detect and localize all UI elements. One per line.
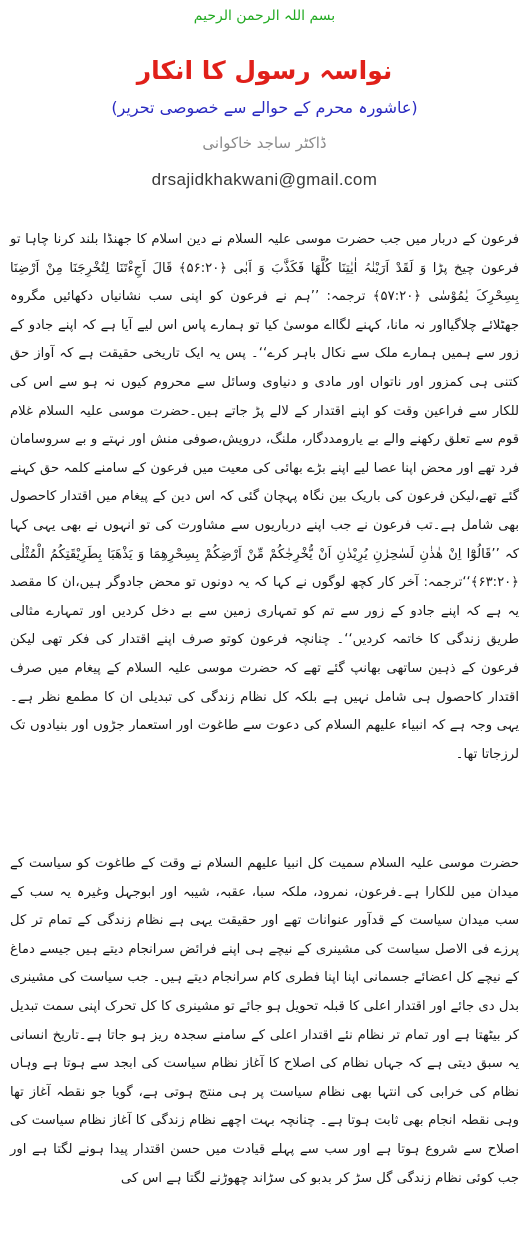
article-paragraph-1: فرعون کے دربار میں جب حضرت موسی علیہ السلام نے دین اسلام کا جھنڈا بلند کرنا چاہا تو فرعون چیخ پڑا وَ لَقَدْ اَرَیْنٰہُ اٰیٰتِنَا کُلَّھَا فَکَذَّبَ وَ اَبٰی ﴿۵۶:۲۰﴾ قَالَ اَجِءْتَنَا لِتُخْرِجَنَا مِنْ اَرْضِنَا بِسِحْرِکَ یٰمُوْسٰی ﴿۵۷:۲۰﴾ ترجمہ: ’’ہم نے فرعون کو اپنی سب نشانیاں دکھائیں مگروہ جھٹلائے چلاگیااور نہ مانا، کہنے لگااے موسیٰ کیا تو ہمارے پاس اس لیے آیا ہے کہ اپنے جادو کے زور سے ہمیں ہمارے ملک سے نکال باہر کرے‘‘۔ پس یہ ایک تاریخی حقیقت ہے کہ آواز حق کتنی ہی کمزور اور ناتواں اور مادی و دنیاوی وسائل سے محروم کیوں نہ ہو سے اس کی للکار سے فراعین وقت کو اپنے اقتدار کے لالے پڑ جاتے ہیں۔حضرت موسی علیہ السلام غلام قوم سے تعلق رکھنے والے بے یارومددگار، ملنگ، درویش،صوفی منش اور نہتے و بے سروسامان فرد تھے اور محض اپنا عصا لیے اپنے بڑے بھائی کی معیت میں فرعون کے سامنے کلمہ حق کہنے گئے تھے،لیکن فرعون کی باریک بین نگاہ پہچان گئی کہ اس دین کے پیغام میں اقتدار کاحصول بھی شامل ہے۔تب فرعون نے جب اپنے درباریوں سے مشاورت کی تو انہوں نے بھی یہی کہا کہ ’’قَالُوْٓا اِنْ ھٰذٰنِ لَسٰحِرٰنِ یُرِیْدٰنِ اَنْ یُّخْرِجٰکُمْ مِّنْ اَرْضِکُمْ بِسِحْرِھِمَا وَ یَذْھَبَا بِطَرِیْقَتِکُمُ الْمُثْلٰی ﴿۶۳:۲۰﴾‘‘ترجمہ: آخر کار کچھ لوگوں نے کہا کہ یہ دونوں تو محض جادوگر ہیں،ان کا مقصد یہ ہے کہ اپنے جادو کے زور سے تم کو تمہاری زمین سے بے دخل کردیں اور تمہارے مثالی طریق زندگی کا خاتمہ کردیں‘‘۔ چنانچہ فرعون کوتو صرف اپنے اقتدار کی فکر تھی لیکن فرعون کے ذہین ساتھی بھانپ گئے تھے کہ حضرت موسی علیہ السلام کے پیغام میں صرف اقتدار کاحصول ہی شامل نہیں ہے بلکہ کل نظام زندگی کی تبدیلی ان کا مطمع نظر ہے۔یہی وجہ ہے کہ انبیاء علیھم السلام کی دعوت سے طاغوت اور استعمار جڑوں اور بنیادوں تک لرزجاتا تھا۔ [10,232,519,762]
bismillah-heading: بسم اللہ الرحمن الرحیم [193,8,336,24]
author-email: drsajidkhakwani@gmail.com [151,170,378,189]
article-title: نواسہ رسول کا انکار [136,56,393,85]
article-paragraph-2: حضرت موسی علیہ السلام سمیت کل انبیا علیھم السلام نے وقت کے طاغوت کو سیاست کے میدان میں للکارا ہے۔فرعون، نمرود، ملکہ سبا، عقبہ، شیبہ اور ابوجہل وغیرہ یہ سب کے سب میدان سیاست کے قدآور عنوانات تھے اور حقیقت یہی ہے نظام زندگی کے تمام تر کل پرزے فی الاصل سیاست کی مشینری کے نیچے ہی اپنے فرائض سرانجام دیتے ہیں جیسے دماغ کے نیچے کل اعضائے جسمانی اپنا اپنا فطری کام سرانجام دیتے ہیں۔ جب سیاست کی مشینری بدل دی جائے اور اقتدار اعلی کا قبلہ تحویل ہو جائے تو مشینری کا کل تحرک اپنی سمت تبدیل کر بیٹھتا ہے اور تمام تر نظام نئے اقتدار اعلی کے سامنے سجدہ ریز ہو جاتا ہے۔تاریخ انسانی یہ سبق دیتی ہے کہ جہاں نظام کی اصلاح کا آغاز نظام سیاست کی ابجد سے ہوتا ہے وہاں نظام کی خرابی کی انتہا بھی نظام سیاست پر ہی منتج ہوتی ہے، گویا جو نقطہ آغاز تھا وہی نقطہ انجام بھی ثابت ہوتا ہے۔ چنانچہ بہت اچھے نظام زندگی کا آغاز نظام سیاست کی اصلاح سے شروع ہوتا ہے اور سب سے پہلے قیادت میں حسن اقتدار پیدا ہونے لگتا ہے اور جب کوئی نظام زندگی گل سڑ کر بدبو کی سڑاند چھوڑنے لگتا ہے اس کی [10,856,519,1186]
author-name: ڈاکٹر ساجد خاکوانی [202,134,327,152]
article-subtitle: (عاشورہ محرم کے حوالے سے خصوصی تحریر) [111,98,418,117]
